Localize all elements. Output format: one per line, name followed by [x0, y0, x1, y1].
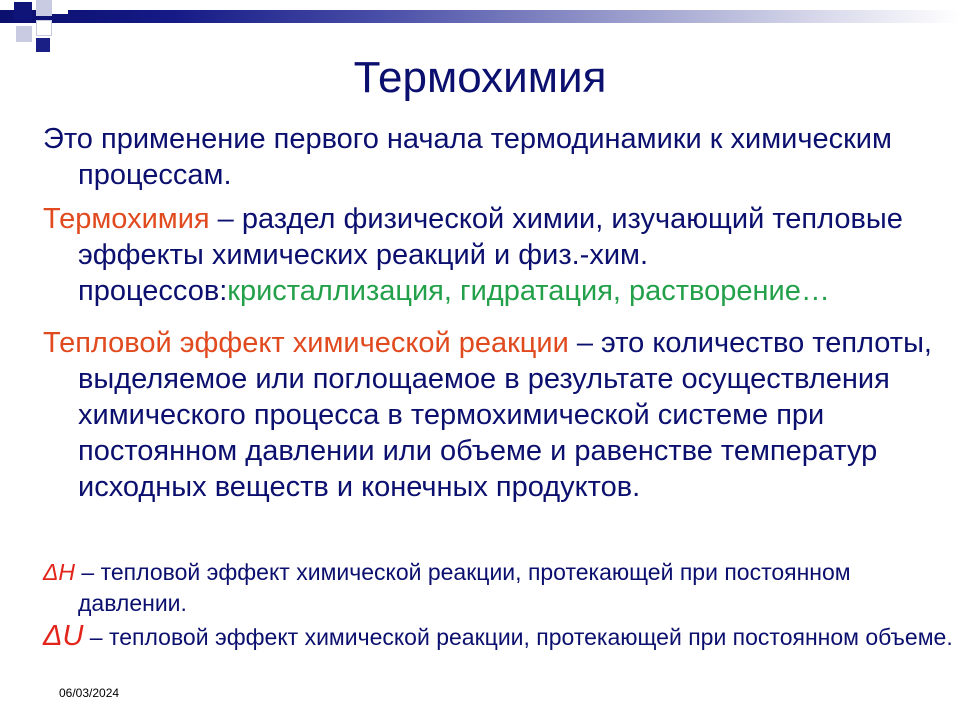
- paragraph-definition: [43, 121, 958, 193]
- paragraph-text: – раздел физической химии, изучающий тепловые эффекты химических реакций и физ.-хим. процессов:: [78, 203, 903, 307]
- paragraph-delta-h: [43, 557, 958, 619]
- paragraph-text: Это применение первого начала термодинамики к химическим процессам.: [43, 123, 892, 191]
- paragraph-text: – тепловой эффект химической реакции, протекающей при постоянном давлении.: [75, 559, 851, 616]
- examples-list: кристаллизация, гидратация, растворение…: [227, 275, 830, 307]
- slide-title: Термохимия: [353, 53, 607, 102]
- slide-date: 06/03/2024: [59, 686, 120, 700]
- header-gradient-bar: [0, 10, 960, 23]
- term-heat-effect: Тепловой эффект химической реакции: [43, 327, 569, 359]
- header-square-dark: [36, 38, 50, 52]
- term-thermochemistry: Термохимия: [43, 203, 210, 235]
- header-square-light: [36, 0, 52, 16]
- header-square-outline: [36, 20, 52, 36]
- paragraph-text: – тепловой эффект химической реакции, протекающей при постоянном объеме.: [83, 624, 953, 650]
- paragraph-heat-effect: [43, 325, 958, 505]
- header-square-dark: [14, 2, 32, 20]
- paragraph-text: – это количество теплоты, выделяемое или поглощаемое в результате осуществления химического процесса в термохимической системе при постоянном давлении или объеме и равенстве температур исходных веществ и конечных продуктов.: [78, 327, 932, 503]
- paragraph-thermochemistry: [43, 201, 958, 309]
- header-square-white: [52, 0, 68, 14]
- paragraph-delta-u: [43, 621, 958, 653]
- symbol-delta-u: ΔU: [43, 620, 84, 652]
- header-square-light: [16, 26, 32, 42]
- symbol-delta-h: ΔH: [43, 559, 76, 585]
